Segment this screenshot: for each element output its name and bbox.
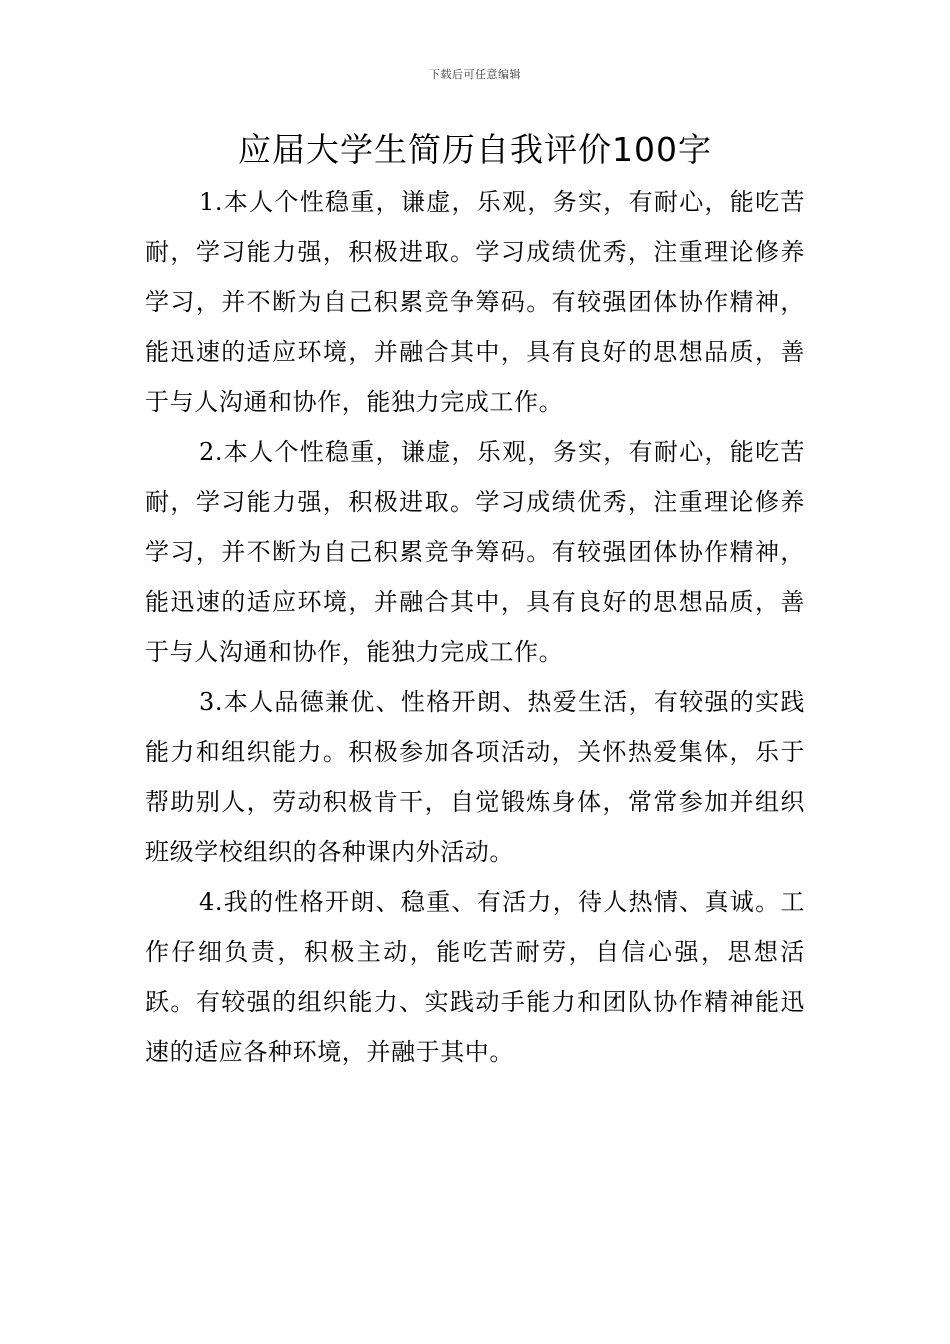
paragraph-2: 2.本人个性稳重，谦虚，乐观，务实，有耐心，能吃苦耐，学习能力强，积极进取。学习成绩优秀，注重理论修养学习，并不断为自己积累竞争筹码。有较强团体协作精神，能迅速的适应环境，并融合其中，具有良好的思想品质，善于与人沟通和协作，能独力完成工作。 — [145, 438, 805, 666]
paragraph-3: 3.本人品德兼优、性格开朗、热爱生活，有较强的实践能力和组织能力。积极参加各项活动，关怀热爱集体，乐于帮助别人，劳动积极肯干，自觉锻炼身体，常常参加并组织班级学校组织的各种课内外活动。 — [145, 688, 805, 866]
header-note: 下载后可任意编辑 — [429, 68, 521, 81]
document-title: 应届大学生简历自我评价100字 — [238, 130, 712, 169]
document-body — [145, 177, 805, 1077]
paragraph-4: 4.我的性格开朗、稳重、有活力，待人热情、真诚。工作仔细负责，积极主动，能吃苦耐劳，自信心强，思想活跃。有较强的组织能力、实践动手能力和团队协作精神能迅速的适应各种环境，并融于其中。 — [145, 888, 805, 1066]
paragraph-1: 1.本人个性稳重，谦虚，乐观，务实，有耐心，能吃苦耐，学习能力强，积极进取。学习成绩优秀，注重理论修养学习，并不断为自己积累竞争筹码。有较强团体协作精神，能迅速的适应环境，并融合其中，具有良好的思想品质，善于与人沟通和协作，能独力完成工作。 — [145, 188, 805, 416]
